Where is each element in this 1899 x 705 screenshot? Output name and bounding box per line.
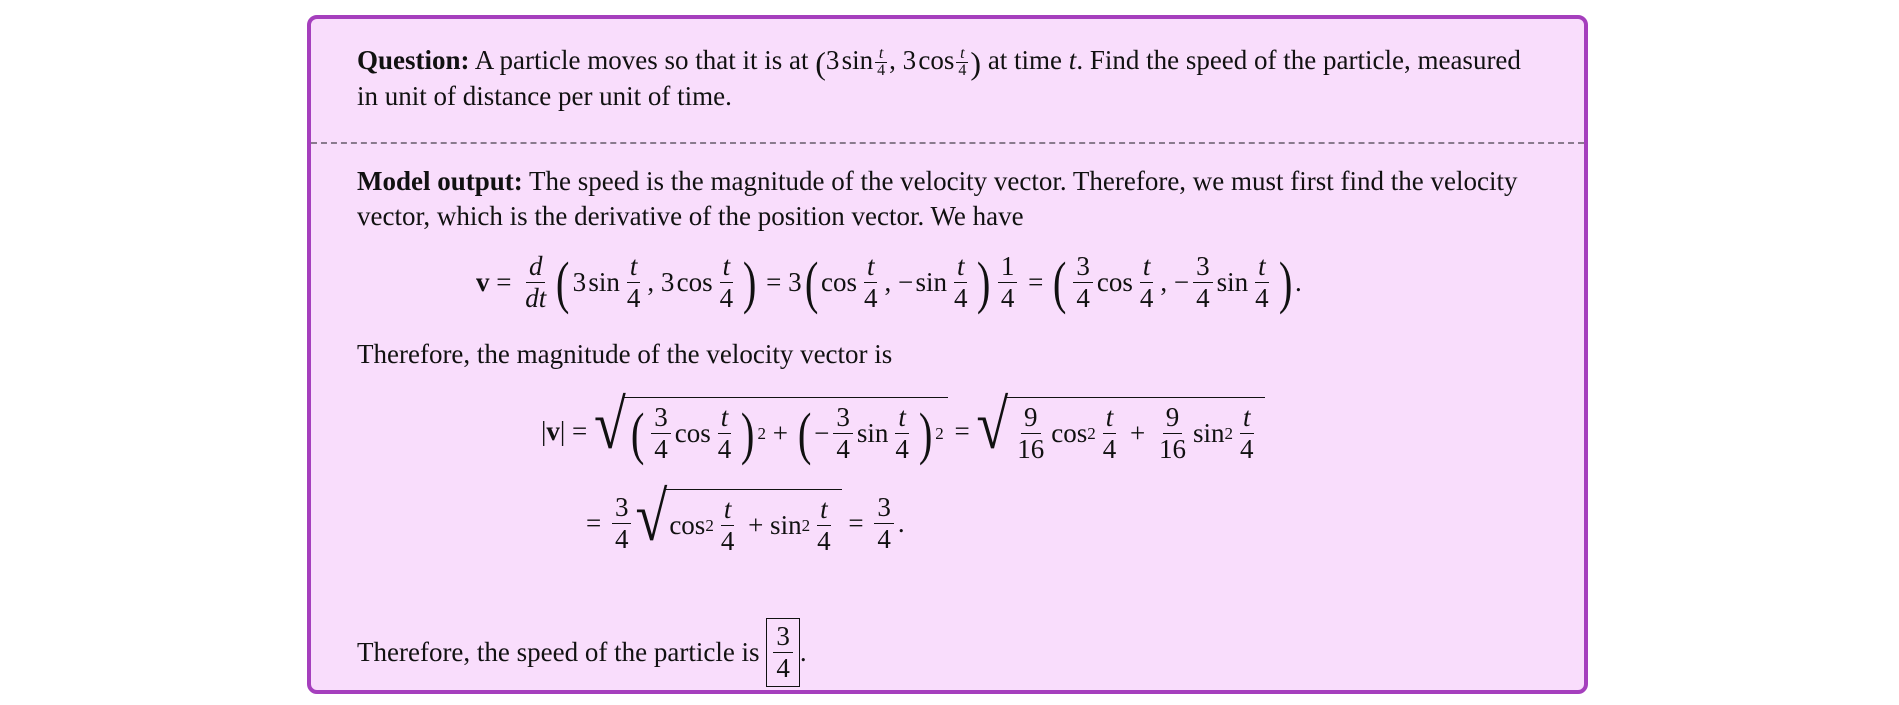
model-label: Model output:	[357, 166, 523, 196]
answer-card	[307, 15, 1588, 694]
answer-denominator: 4	[776, 653, 790, 684]
time-variable: t	[1068, 45, 1077, 75]
answer-numerator: 3	[773, 621, 793, 653]
velocity-equation: v = $\frac{d}{dt}$ ( 3 sin $\frac{t}{4}$ , 3 cos $\frac{t}{4}$ ) = 3 ( cos $\frac{t}{4}$ , − sin $\frac{t}{4}$ ) $\frac{1}{4}$ = ( $\frac{3}{4}$ cos $\frac{t}{4}$ , − $\frac{3}{4}$ sin $\frac{t}{4}$ ) .	[476, 249, 1302, 315]
model-intro-text: The speed is the magnitude of the velocity vector. Therefore, we must first find the velocity vector, which is the derivative of the position vector. We have	[357, 166, 1518, 231]
conclusion-text: Therefore, the speed of the particle is	[357, 637, 760, 668]
final-answer-box	[766, 618, 800, 687]
position-expression: (3 sin $\frac{t}{4}$ , 3 cos $\frac{t}{4}$ )	[815, 44, 982, 81]
magnitude-equation-line2: = $\frac{3}{4}$ √ cos 2 $\frac{t}{4}$ + sin 2 $\frac{t}{4}$ = $\frac{3}{4}$ .	[586, 477, 905, 557]
magnitude-intro: Therefore, the magnitude of the velocity vector is	[357, 339, 893, 369]
question-text-after: . Find the speed of the particle, measured in unit of distance per unit of time.	[357, 45, 1521, 112]
magnitude-equation-line1: | v | = √ ( $\frac{3}{4}$ cos $\frac{t}{4}$ ) 2 + ( − $\frac{3}{4}$ sin $\frac{t}{4}$ ) 2 = √ $\frac{9}{16}$ cos 2 $\frac{t}{4}$ + $\frac{9}{16}$ sin 2 $\frac{t}{4}$	[541, 397, 1265, 465]
conclusion-paragraph	[357, 618, 1544, 687]
final-period: .	[799, 637, 807, 668]
question-label: Question:	[357, 45, 470, 75]
question-paragraph	[357, 43, 1544, 114]
question-text-before: A particle moves so that it is at	[474, 45, 809, 75]
section-divider	[311, 142, 1584, 144]
model-intro-paragraph	[357, 164, 1544, 234]
question-text-middle: at time	[987, 45, 1063, 75]
